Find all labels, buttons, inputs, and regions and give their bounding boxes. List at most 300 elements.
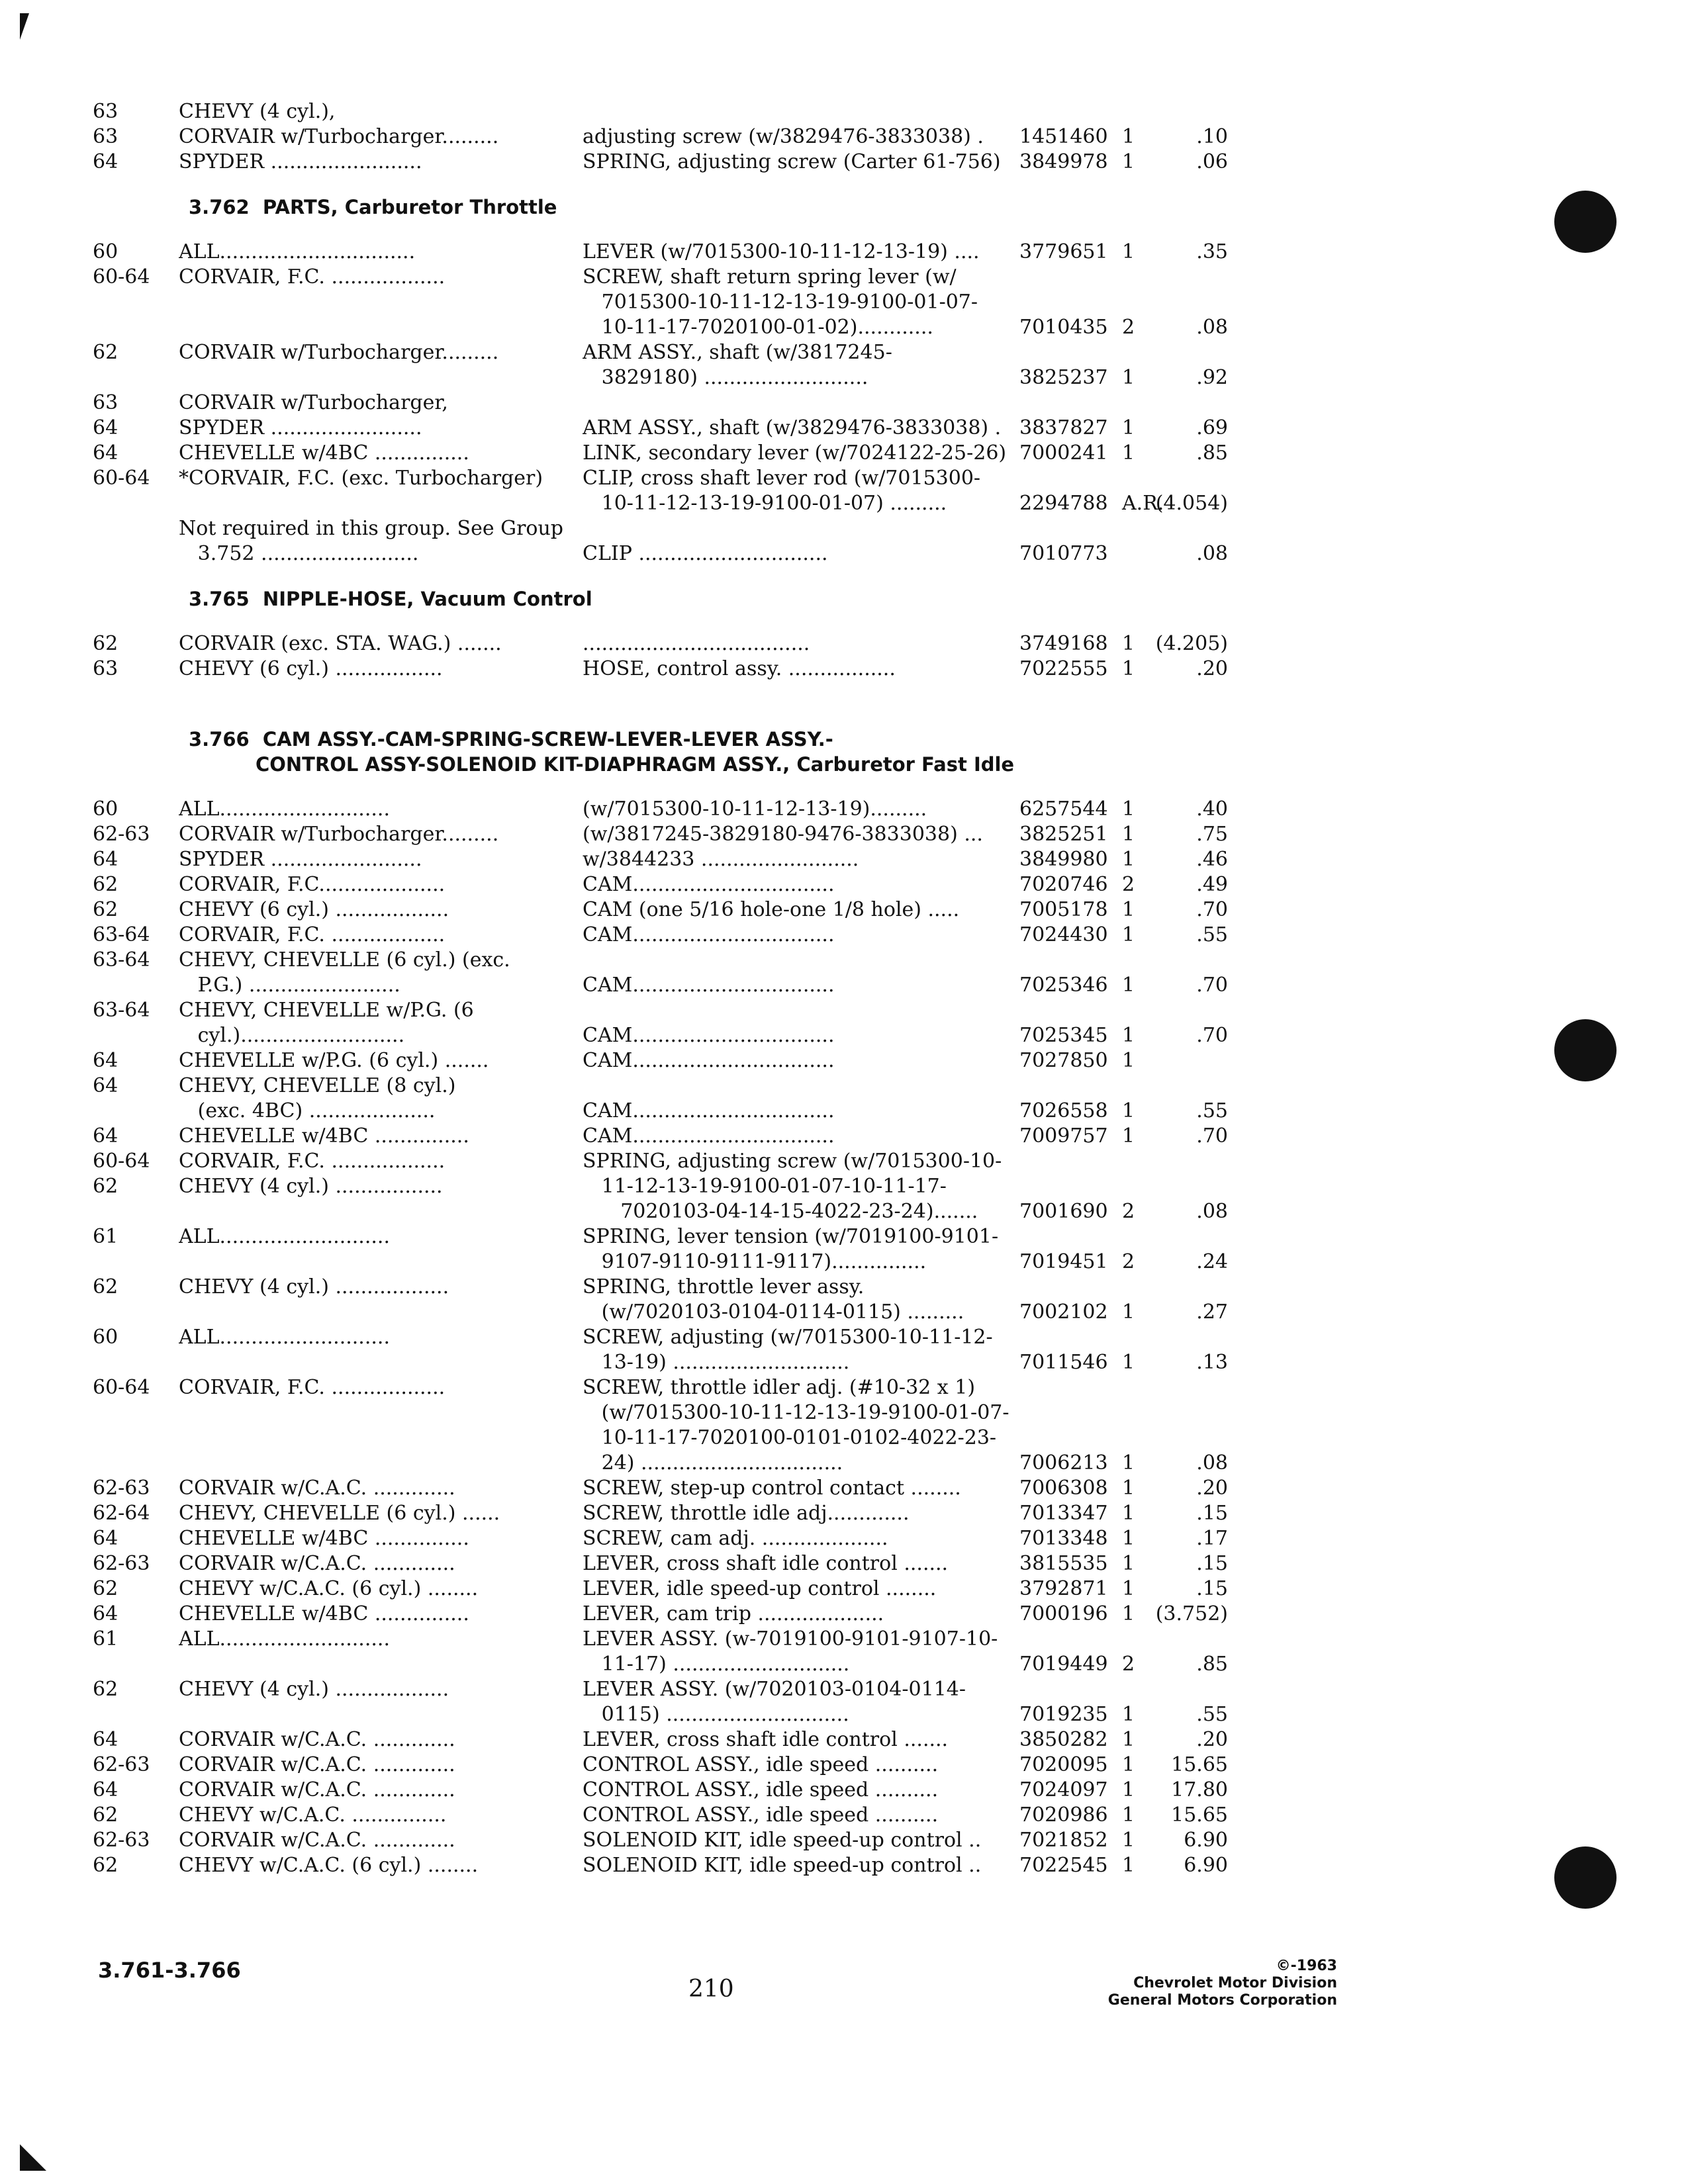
- description-cell: CAM................................: [583, 873, 835, 896]
- model-cell: CORVAIR w/Turbocharger.........: [179, 823, 499, 846]
- part-number-cell: 3749168: [1019, 632, 1108, 655]
- model-cell: CORVAIR, F.C....................: [179, 873, 445, 896]
- table-row: [93, 1627, 1297, 1677]
- table-row: [93, 516, 1297, 567]
- description-cell: CONTROL ASSY., idle speed ..........: [583, 1803, 939, 1827]
- quantity-cell: 1: [1122, 1552, 1135, 1575]
- year-cell: 62-63: [93, 823, 150, 846]
- model-cell: CORVAIR w/Turbocharger.........: [179, 125, 499, 148]
- description-cell: LINK, secondary lever (w/7024122-25-26): [583, 441, 1007, 465]
- part-number-cell: 3815535: [1019, 1552, 1108, 1575]
- description-cell: SOLENOID KIT, idle speed-up control ..: [583, 1829, 982, 1852]
- year-cell: 64: [93, 1049, 118, 1072]
- description-cell: LEVER, idle speed-up control ........: [583, 1577, 937, 1600]
- model-cell: CORVAIR w/C.A.C. .............: [179, 1829, 455, 1852]
- table-row: [93, 1476, 1297, 1501]
- price-cell: .20: [1196, 1728, 1228, 1751]
- description-cell: CAM................................: [583, 1024, 835, 1047]
- model-cell: CHEVY, CHEVELLE (6 cyl.) ......: [179, 1502, 500, 1525]
- price-cell: .20: [1196, 657, 1228, 680]
- quantity-cell: 1: [1122, 1577, 1135, 1600]
- year-cell: 62: [93, 1175, 118, 1198]
- quantity-cell: 2: [1122, 1653, 1135, 1676]
- quantity-cell: 1: [1122, 416, 1135, 439]
- year-cell: 62: [93, 341, 118, 364]
- description-cell: ARM ASSY., shaft (w/3829476-3833038) .: [583, 416, 1002, 439]
- quantity-cell: 1: [1122, 1451, 1135, 1475]
- price-cell: .85: [1196, 441, 1228, 465]
- price-cell: .85: [1196, 1653, 1228, 1676]
- part-number-cell: 3837827: [1019, 416, 1108, 439]
- price-cell: 15.65: [1171, 1753, 1228, 1776]
- description-cell: CAM (one 5/16 hole-one 1/8 hole) .....: [583, 898, 960, 921]
- year-cell: 62-63: [93, 1552, 150, 1575]
- year-cell: 63-64: [93, 948, 150, 972]
- year-cell: 63: [93, 100, 118, 123]
- model-cell: CHEVY (6 cyl.) ..................: [179, 898, 449, 921]
- footer-division: Chevrolet Motor Division: [1133, 1975, 1337, 1991]
- part-number-cell: 7011546: [1019, 1351, 1108, 1374]
- price-cell: .08: [1196, 1200, 1228, 1223]
- part-number-cell: 7024430: [1019, 923, 1108, 946]
- section-heading-3-766-line2: CONTROL ASSY-SOLENOID KIT-DIAPHRAGM ASSY., Carburetor Fast Idle: [189, 753, 1015, 776]
- table-row: [93, 441, 1297, 466]
- crop-mark-bottom-left: [20, 2144, 46, 2171]
- crop-mark-top-left: [20, 13, 29, 40]
- description-cell: ....................................: [583, 632, 810, 655]
- table-row: [93, 1551, 1297, 1576]
- year-cell: 63-64: [93, 999, 150, 1022]
- section-3-765: [93, 631, 1297, 682]
- part-number-cell: 3849978: [1019, 150, 1108, 173]
- price-cell: .20: [1196, 1477, 1228, 1500]
- part-number-cell: 7000241: [1019, 441, 1108, 465]
- table-row: [93, 1149, 1297, 1174]
- model-cell: CORVAIR, F.C. ..................: [179, 1376, 445, 1399]
- description-cell: ARM ASSY., shaft (w/3817245- 3829180) ..........................: [583, 341, 892, 389]
- price-cell: .69: [1196, 416, 1228, 439]
- description-cell: SPRING, adjusting screw (w/7015300-10-: [583, 1150, 1002, 1173]
- part-number-cell: 7010773: [1019, 542, 1108, 565]
- year-cell: 62-63: [93, 1753, 150, 1776]
- part-number-cell: 7019449: [1019, 1653, 1108, 1676]
- table-row: [93, 1375, 1297, 1476]
- price-cell: .24: [1196, 1250, 1228, 1273]
- footer-corporation: General Motors Corporation: [1107, 1992, 1337, 2009]
- binder-hole-bottom: [1554, 1846, 1617, 1909]
- description-cell: HOSE, control assy. .................: [583, 657, 896, 680]
- section-3-762: [93, 240, 1297, 567]
- description-cell: SPRING, adjusting screw (Carter 61-756): [583, 150, 1001, 173]
- quantity-cell: A.R.: [1122, 492, 1164, 515]
- table-row: [93, 1828, 1297, 1853]
- model-cell: CHEVY w/C.A.C. (6 cyl.) ........: [179, 1577, 479, 1600]
- part-number-cell: 7020095: [1019, 1753, 1108, 1776]
- description-cell: CLIP, cross shaft lever rod (w/7015300- 10-11-12-13-19-9100-01-07) .........: [583, 467, 981, 515]
- description-cell: LEVER (w/7015300-10-11-12-13-19) ....: [583, 240, 980, 263]
- year-cell: 62: [93, 1275, 118, 1298]
- quantity-cell: 1: [1122, 1602, 1135, 1625]
- description-cell: SCREW, adjusting (w/7015300-10-11-12- 13-19) ............................: [583, 1326, 993, 1374]
- year-cell: 61: [93, 1225, 118, 1248]
- price-cell: (4.054): [1155, 492, 1228, 515]
- quantity-cell: 1: [1122, 1049, 1135, 1072]
- table-row: [93, 1727, 1297, 1752]
- price-cell: .17: [1196, 1527, 1228, 1550]
- quantity-cell: 1: [1122, 1527, 1135, 1550]
- description-cell: (w/7015300-10-11-12-13-19).........: [583, 797, 927, 821]
- model-cell: Not required in this group. See Group 3.752 .........................: [179, 517, 564, 565]
- price-cell: .35: [1196, 240, 1228, 263]
- model-cell: CHEVELLE w/4BC ...............: [179, 1602, 469, 1625]
- table-row: [93, 1073, 1297, 1124]
- model-cell: CHEVY (4 cyl.) ..................: [179, 1678, 449, 1701]
- year-cell: 62: [93, 1803, 118, 1827]
- table-row: [93, 1048, 1297, 1073]
- part-number-cell: 6257544: [1019, 797, 1108, 821]
- table-row: [93, 1325, 1297, 1375]
- price-cell: .08: [1196, 316, 1228, 339]
- quantity-cell: 1: [1122, 1124, 1135, 1148]
- price-cell: .40: [1196, 797, 1228, 821]
- table-row: [93, 1275, 1297, 1325]
- part-number-cell: 7025346: [1019, 974, 1108, 997]
- description-cell: SCREW, cam adj. ....................: [583, 1527, 888, 1550]
- part-number-cell: 1451460: [1019, 125, 1108, 148]
- quantity-cell: 1: [1122, 974, 1135, 997]
- quantity-cell: 1: [1122, 898, 1135, 921]
- quantity-cell: 1: [1122, 1024, 1135, 1047]
- model-cell: SPYDER ........................: [179, 150, 422, 173]
- year-cell: 64: [93, 150, 118, 173]
- year-cell: 62: [93, 1854, 118, 1877]
- part-number-cell: 3825251: [1019, 823, 1108, 846]
- price-cell: .70: [1196, 974, 1228, 997]
- table-row: [93, 948, 1297, 998]
- quantity-cell: 1: [1122, 441, 1135, 465]
- year-cell: 60: [93, 1326, 118, 1349]
- part-number-cell: 7013348: [1019, 1527, 1108, 1550]
- quantity-cell: 2: [1122, 316, 1135, 339]
- section-heading-3-766-line1: 3.766 CAM ASSY.-CAM-SPRING-SCREW-LEVER-LEVER ASSY.-: [189, 728, 833, 751]
- table-row: [93, 99, 1297, 124]
- table-row: [93, 1224, 1297, 1275]
- description-cell: SOLENOID KIT, idle speed-up control ..: [583, 1854, 982, 1877]
- quantity-cell: 1: [1122, 1703, 1135, 1726]
- model-cell: CHEVY (4 cyl.) .................: [179, 1175, 443, 1198]
- model-cell: CHEVY, CHEVELLE (8 cyl.) (exc. 4BC) ....................: [179, 1074, 456, 1122]
- table-row: [93, 390, 1297, 416]
- price-cell: .55: [1196, 923, 1228, 946]
- part-number-cell: 7020986: [1019, 1803, 1108, 1827]
- quantity-cell: 1: [1122, 1351, 1135, 1374]
- part-number-cell: 7025345: [1019, 1024, 1108, 1047]
- table-row: [93, 872, 1297, 897]
- year-cell: 62-64: [93, 1502, 150, 1525]
- quantity-cell: 1: [1122, 366, 1135, 389]
- model-cell: CORVAIR w/Turbocharger,: [179, 391, 448, 414]
- price-cell: .46: [1196, 848, 1228, 871]
- quantity-cell: 1: [1122, 632, 1135, 655]
- table-row: [93, 466, 1297, 516]
- description-cell: CAM................................: [583, 923, 835, 946]
- model-cell: CHEVY w/C.A.C. (6 cyl.) ........: [179, 1854, 479, 1877]
- year-cell: 60: [93, 240, 118, 263]
- price-cell: .92: [1196, 366, 1228, 389]
- model-cell: CHEVELLE w/4BC ...............: [179, 1527, 469, 1550]
- part-number-cell: 7000196: [1019, 1602, 1108, 1625]
- part-number-cell: 7026558: [1019, 1099, 1108, 1122]
- model-cell: CHEVY (6 cyl.) .................: [179, 657, 443, 680]
- model-cell: ALL...............................: [179, 240, 416, 263]
- part-number-cell: 7020746: [1019, 873, 1108, 896]
- table-row: [93, 797, 1297, 822]
- year-cell: 64: [93, 848, 118, 871]
- footer-section-range: 3.761-3.766: [98, 1958, 241, 1983]
- model-cell: ALL...........................: [179, 1627, 390, 1651]
- quantity-cell: 1: [1122, 823, 1135, 846]
- part-number-cell: 7013347: [1019, 1502, 1108, 1525]
- table-row: [93, 1124, 1297, 1149]
- part-number-cell: 2294788: [1019, 492, 1108, 515]
- model-cell: ALL...........................: [179, 1225, 390, 1248]
- year-cell: 62: [93, 1678, 118, 1701]
- part-number-cell: 7006308: [1019, 1477, 1108, 1500]
- model-cell: CORVAIR, F.C. ..................: [179, 923, 445, 946]
- year-cell: 62-63: [93, 1829, 150, 1852]
- part-number-cell: 7002102: [1019, 1300, 1108, 1324]
- description-cell: w/3844233 .........................: [583, 848, 859, 871]
- description-cell: SCREW, throttle idler adj. (#10-32 x 1) (w/7015300-10-11-12-13-19-9100-01-07- 10-11-17-7020100-0101-0102-4022-23- 24) ................................: [583, 1376, 1009, 1475]
- model-cell: ALL...........................: [179, 797, 390, 821]
- table-row: [93, 1677, 1297, 1727]
- year-cell: 62: [93, 1577, 118, 1600]
- quantity-cell: 1: [1122, 657, 1135, 680]
- description-cell: SPRING, lever tension (w/7019100-9101- 9107-9110-9111-9117)...............: [583, 1225, 999, 1273]
- year-cell: 64: [93, 1602, 118, 1625]
- year-cell: 62: [93, 898, 118, 921]
- table-row: [93, 631, 1297, 657]
- model-cell: SPYDER ........................: [179, 848, 422, 871]
- part-number-cell: 7006213: [1019, 1451, 1108, 1475]
- part-number-cell: 7001690: [1019, 1200, 1108, 1223]
- year-cell: 64: [93, 1778, 118, 1801]
- section-3-766: [93, 797, 1297, 1878]
- price-cell: .13: [1196, 1351, 1228, 1374]
- model-cell: CHEVELLE w/P.G. (6 cyl.) .......: [179, 1049, 489, 1072]
- quantity-cell: 1: [1122, 1778, 1135, 1801]
- description-cell: (w/3817245-3829180-9476-3833038) ...: [583, 823, 983, 846]
- year-cell: 64: [93, 1527, 118, 1550]
- model-cell: ALL...........................: [179, 1326, 390, 1349]
- price-cell: .49: [1196, 873, 1228, 896]
- quantity-cell: 1: [1122, 150, 1135, 173]
- quantity-cell: 1: [1122, 1829, 1135, 1852]
- footer-page-number: 210: [688, 1976, 734, 2003]
- description-cell: CLIP ..............................: [583, 542, 828, 565]
- price-cell: .70: [1196, 1124, 1228, 1148]
- description-cell: LEVER ASSY. (w-7019100-9101-9107-10- 11-17) ............................: [583, 1627, 998, 1676]
- quantity-cell: 1: [1122, 1300, 1135, 1324]
- price-cell: .08: [1196, 542, 1228, 565]
- price-cell: .75: [1196, 823, 1228, 846]
- table-row: [93, 1803, 1297, 1828]
- model-cell: SPYDER ........................: [179, 416, 422, 439]
- parts-listing: [93, 99, 1297, 1878]
- description-cell: SPRING, throttle lever assy. (w/7020103-0104-0114-0115) .........: [583, 1275, 964, 1324]
- year-cell: 62-63: [93, 1477, 150, 1500]
- table-row: [93, 124, 1297, 150]
- model-cell: CORVAIR w/C.A.C. .............: [179, 1728, 455, 1751]
- description-cell: SCREW, shaft return spring lever (w/ 7015300-10-11-12-13-19-9100-01-07- 10-11-17-7020100-01-02)............: [583, 265, 978, 339]
- footer-copyright: ©-1963: [1276, 1958, 1337, 1974]
- description-cell: LEVER, cross shaft idle control .......: [583, 1552, 949, 1575]
- model-cell: CHEVELLE w/4BC ...............: [179, 1124, 469, 1148]
- table-row: [93, 657, 1297, 682]
- year-cell: 60-64: [93, 265, 150, 289]
- price-cell: (3.752): [1155, 1602, 1228, 1625]
- part-number-cell: 7019451: [1019, 1250, 1108, 1273]
- model-cell: CORVAIR w/Turbocharger.........: [179, 341, 499, 364]
- description-cell: CONTROL ASSY., idle speed ..........: [583, 1778, 939, 1801]
- description-cell: SCREW, throttle idle adj.............: [583, 1502, 910, 1525]
- year-cell: 60-64: [93, 467, 150, 490]
- part-number-cell: 3850282: [1019, 1728, 1108, 1751]
- model-cell: CORVAIR, F.C. ..................: [179, 1150, 445, 1173]
- part-number-cell: 7022545: [1019, 1854, 1108, 1877]
- description-cell: LEVER ASSY. (w/7020103-0104-0114- 0115) .............................: [583, 1678, 966, 1726]
- price-cell: .70: [1196, 898, 1228, 921]
- year-cell: 63: [93, 125, 118, 148]
- quantity-cell: 1: [1122, 1728, 1135, 1751]
- part-number-cell: 3792871: [1019, 1577, 1108, 1600]
- price-cell: .55: [1196, 1703, 1228, 1726]
- table-row: [93, 897, 1297, 923]
- price-cell: 6.90: [1184, 1829, 1228, 1852]
- year-cell: 64: [93, 441, 118, 465]
- price-cell: .55: [1196, 1099, 1228, 1122]
- quantity-cell: 1: [1122, 797, 1135, 821]
- description-cell: CAM................................: [583, 974, 835, 997]
- description-cell: CAM................................: [583, 1099, 835, 1122]
- table-row: [93, 150, 1297, 175]
- model-cell: CHEVY (4 cyl.),: [179, 100, 336, 123]
- part-number-cell: 3779651: [1019, 240, 1108, 263]
- model-cell: CORVAIR w/C.A.C. .............: [179, 1778, 455, 1801]
- part-number-cell: 7022555: [1019, 657, 1108, 680]
- description-cell: LEVER, cross shaft idle control .......: [583, 1728, 949, 1751]
- part-number-cell: 3849980: [1019, 848, 1108, 871]
- table-row: [93, 340, 1297, 390]
- table-row: [93, 1853, 1297, 1878]
- year-cell: 62: [93, 632, 118, 655]
- part-number-cell: 7027850: [1019, 1049, 1108, 1072]
- year-cell: 60: [93, 797, 118, 821]
- quantity-cell: 1: [1122, 1502, 1135, 1525]
- quantity-cell: 1: [1122, 240, 1135, 263]
- quantity-cell: 1: [1122, 1753, 1135, 1776]
- year-cell: 63: [93, 391, 118, 414]
- year-cell: 64: [93, 416, 118, 439]
- year-cell: 60-64: [93, 1150, 150, 1173]
- model-cell: CHEVY, CHEVELLE w/P.G. (6 cyl.)..........................: [179, 999, 474, 1047]
- price-cell: 17.80: [1171, 1778, 1228, 1801]
- part-number-cell: 7010435: [1019, 316, 1108, 339]
- table-row: [93, 240, 1297, 265]
- price-cell: .10: [1196, 125, 1228, 148]
- part-number-cell: 7024097: [1019, 1778, 1108, 1801]
- part-number-cell: 7021852: [1019, 1829, 1108, 1852]
- quantity-cell: 2: [1122, 1250, 1135, 1273]
- table-row: [93, 1501, 1297, 1526]
- quantity-cell: 1: [1122, 1803, 1135, 1827]
- price-cell: .08: [1196, 1451, 1228, 1475]
- table-row: [93, 1526, 1297, 1551]
- part-number-cell: 7009757: [1019, 1124, 1108, 1148]
- price-cell: (4.205): [1155, 632, 1228, 655]
- model-cell: CHEVELLE w/4BC ...............: [179, 441, 469, 465]
- model-cell: CORVAIR w/C.A.C. .............: [179, 1552, 455, 1575]
- year-cell: 62: [93, 873, 118, 896]
- model-cell: CHEVY w/C.A.C. ...............: [179, 1803, 447, 1827]
- quantity-cell: 1: [1122, 125, 1135, 148]
- part-number-cell: 7005178: [1019, 898, 1108, 921]
- binder-hole-top: [1554, 191, 1617, 253]
- price-cell: 6.90: [1184, 1854, 1228, 1877]
- model-cell: CHEVY (4 cyl.) ..................: [179, 1275, 449, 1298]
- table-row: [93, 822, 1297, 847]
- table-row: [93, 1174, 1297, 1224]
- section-heading-3-762: 3.762 PARTS, Carburetor Throttle: [189, 196, 557, 218]
- price-cell: .70: [1196, 1024, 1228, 1047]
- table-row: [93, 1576, 1297, 1602]
- price-cell: .15: [1196, 1502, 1228, 1525]
- price-cell: .06: [1196, 150, 1228, 173]
- quantity-cell: 1: [1122, 1099, 1135, 1122]
- footer-copyright-block: [1108, 1958, 1337, 2009]
- model-cell: CHEVY, CHEVELLE (6 cyl.) (exc. P.G.) ........................: [179, 948, 510, 997]
- model-cell: CORVAIR (exc. STA. WAG.) .......: [179, 632, 502, 655]
- table-row: [93, 998, 1297, 1048]
- quantity-cell: 2: [1122, 1200, 1135, 1223]
- quantity-cell: 1: [1122, 1854, 1135, 1877]
- description-cell: CAM................................: [583, 1049, 835, 1072]
- quantity-cell: 1: [1122, 848, 1135, 871]
- description-cell: SCREW, step-up control contact ........: [583, 1477, 961, 1500]
- table-row: [93, 923, 1297, 948]
- model-cell: CORVAIR, F.C. ..................: [179, 265, 445, 289]
- part-number-cell: 7019235: [1019, 1703, 1108, 1726]
- year-cell: 63: [93, 657, 118, 680]
- price-cell: 15.65: [1171, 1803, 1228, 1827]
- section-heading-3-765: 3.765 NIPPLE-HOSE, Vacuum Control: [189, 588, 592, 610]
- price-cell: .15: [1196, 1577, 1228, 1600]
- section-3-761-continued: [93, 99, 1297, 175]
- description-cell: adjusting screw (w/3829476-3833038) .: [583, 125, 984, 148]
- model-cell: CORVAIR w/C.A.C. .............: [179, 1477, 455, 1500]
- description-cell: CAM................................: [583, 1124, 835, 1148]
- model-cell: *CORVAIR, F.C. (exc. Turbocharger): [179, 467, 543, 490]
- part-number-cell: 3825237: [1019, 366, 1108, 389]
- description-cell: 11-12-13-19-9100-01-07-10-11-17- 7020103-04-14-15-4022-23-24).......: [601, 1175, 978, 1223]
- quantity-cell: 2: [1122, 873, 1135, 896]
- year-cell: 64: [93, 1728, 118, 1751]
- price-cell: .27: [1196, 1300, 1228, 1324]
- year-cell: 61: [93, 1627, 118, 1651]
- quantity-cell: 1: [1122, 923, 1135, 946]
- binder-hole-middle: [1554, 1019, 1617, 1081]
- year-cell: 63-64: [93, 923, 150, 946]
